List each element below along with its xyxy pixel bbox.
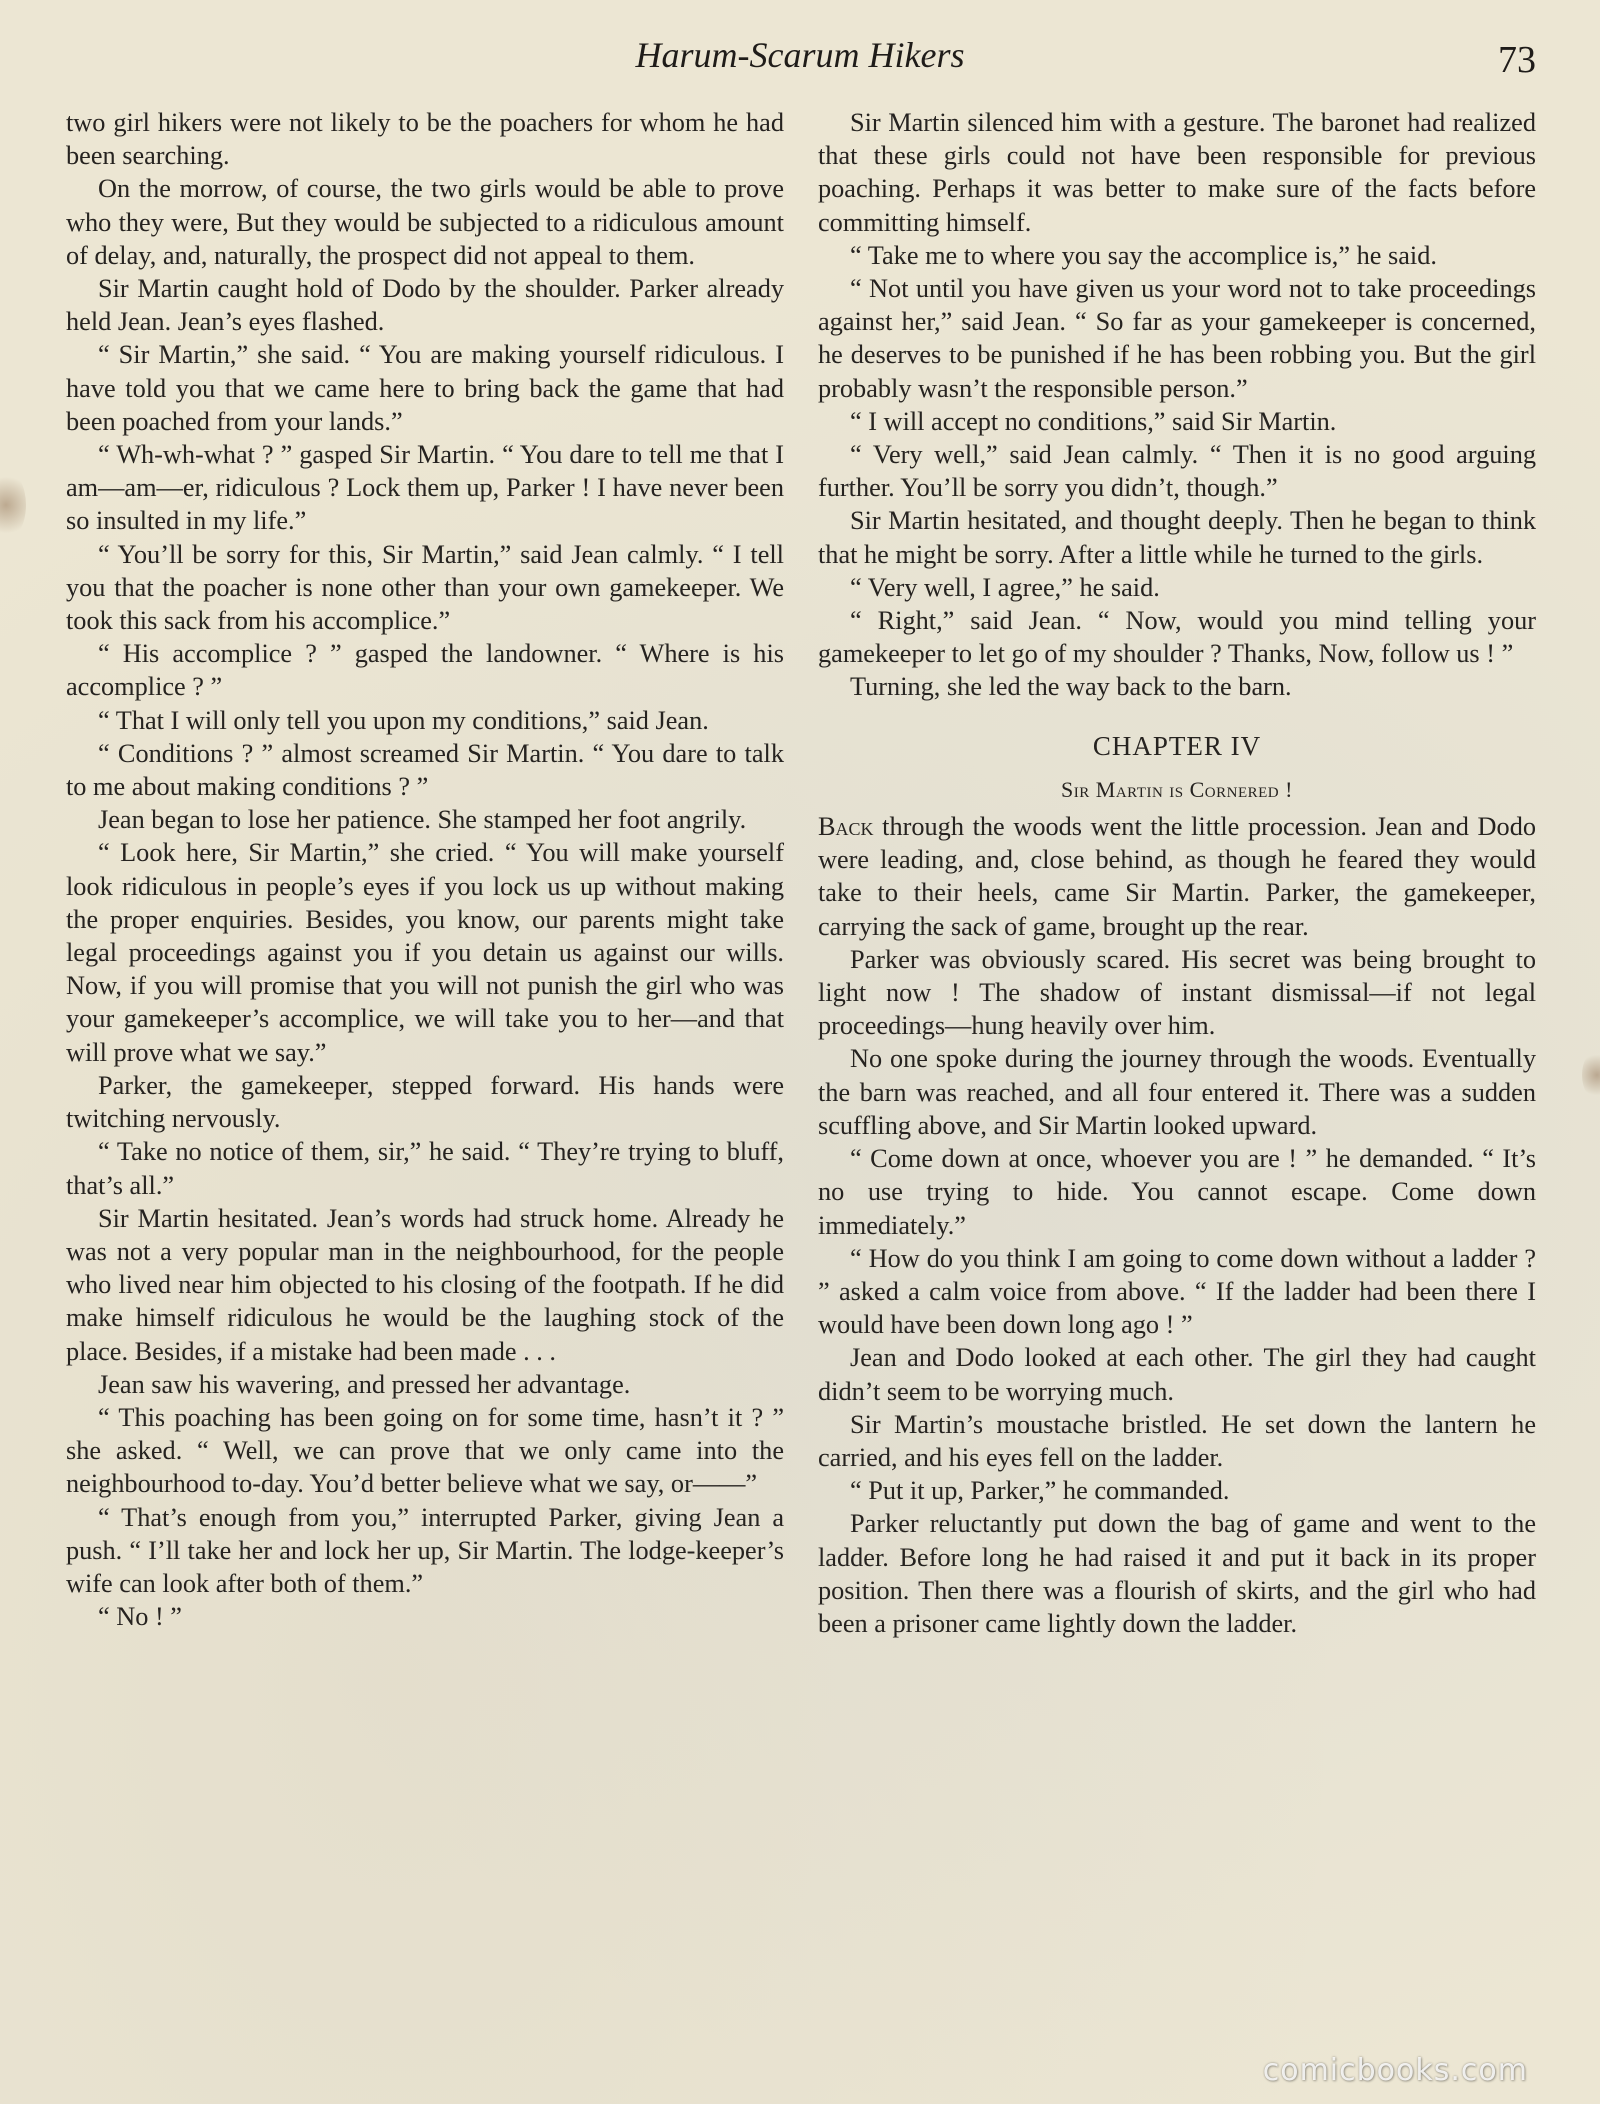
- paragraph: “ How do you think I am going to come down without a ladder ? ” asked a calm voice from above. “ If the ladder had been there I would have been down long ago ! ”: [818, 1243, 1536, 1340]
- chapter-heading: CHAPTER IV: [1092, 730, 1262, 761]
- chapter-opening-lead: Back: [818, 812, 874, 842]
- paragraph: two girl hikers were not likely to be the poachers for whom he had been searching.: [66, 108, 784, 171]
- right-column: [818, 106, 1536, 1640]
- chapter-opening-paragraph: [818, 810, 1536, 943]
- paragraph: “ Wh-wh-what ? ” gasped Sir Martin. “ You dare to tell me that I am—am—er, ridiculous ? Lock them up, Parker ! I have never been so insulted in my life.”: [66, 440, 784, 536]
- paragraph: “ This poaching has been going on for some time, hasn’t it ? ” she asked. “ Well, we can prove that we only came into the neighbourhood to-day. You’d better believe what we say, or——”: [66, 1402, 784, 1499]
- paragraph: No one spoke during the journey through the woods. Eventually the barn was reached, and all four entered it. There was a sudden scuffling above, and Sir Martin looked upward.: [818, 1044, 1536, 1140]
- paragraph: “ Very well, I agree,” he said.: [850, 572, 1160, 602]
- paragraph: “ Right,” said Jean. “ Now, would you mind telling your gamekeeper to let go of my shoulder ? Thanks, Now, follow us ! ”: [818, 606, 1536, 669]
- paragraph: “ That’s enough from you,” interrupted Parker, giving Jean a push. “ I’ll take her and lock her up, Sir Martin. The lodge-keeper’s wife can look after both of them.”: [66, 1502, 784, 1598]
- paragraph: “ Conditions ? ” almost screamed Sir Martin. “ You dare to talk to me about making conditions ? ”: [66, 738, 784, 802]
- paragraph: Parker reluctantly put down the bag of game and went to the ladder. Before long he had raised it and put it back in its proper position. Then there was a flourish of skirts, and the girl who had been a prisoner came lightly down the ladder.: [818, 1509, 1536, 1638]
- chapter-opening-text: through the woods went the little procession. Jean and Dodo were leading, and, close behind, as though he feared they would take to their heels, came Sir Martin. Parker, the gamekeeper, carrying the sack of game, brought up the rear.: [818, 812, 1536, 941]
- chapter-subtitle: Sir Martin is Cornered !: [1061, 776, 1293, 802]
- paragraph: “ Take no notice of them, sir,” he said. “ They’re trying to bluff, that’s all.”: [66, 1137, 784, 1200]
- running-title: Harum-Scarum Hikers: [635, 35, 965, 75]
- paragraph: Jean began to lose her patience. She stamped her foot angrily.: [98, 805, 747, 835]
- paragraph: “ His accomplice ? ” gasped the landowner. “ Where is his accomplice ? ”: [66, 639, 784, 702]
- paragraph: Jean and Dodo looked at each other. The girl they had caught didn’t seem to be worrying much.: [818, 1343, 1536, 1406]
- paragraph: “ You’ll be sorry for this, Sir Martin,” said Jean calmly. “ I tell you that the poacher is none other than your own gamekeeper. We took this sack from his accomplice.”: [66, 539, 784, 636]
- paragraph: “ Come down at once, whoever you are ! ” he demanded. “ It’s no use trying to hide. You cannot escape. Come down immediately.”: [818, 1144, 1536, 1240]
- paragraph: Parker was obviously scared. His secret was being brought to light now ! The shadow of instant dismissal—if not legal proceedings—hung heavily over him.: [818, 944, 1536, 1041]
- page-number: 73: [1498, 39, 1536, 81]
- paragraph: “ I will accept no conditions,” said Sir Martin.: [850, 406, 1337, 436]
- paragraph: “ Sir Martin,” she said. “ You are making yourself ridiculous. I have told you that we came here to bring back the game that had been poached from your lands.”: [66, 340, 784, 436]
- paragraph: Turning, she led the way back to the barn.: [850, 672, 1292, 702]
- paragraph: “ Not until you have given us your word not to take proceedings against her,” said Jean. “ So far as your gamekeeper is concerned, he deserves to be punished if he has been robbing you. But the girl probably wasn’t the responsible person.”: [818, 274, 1536, 403]
- paragraph: “ That I will only tell you upon my conditions,” said Jean.: [98, 705, 709, 735]
- paragraph: Sir Martin silenced him with a gesture. The baronet had realized that these girls could not have been responsible for previous poaching. Perhaps it was better to make sure of the facts before committing himself.: [818, 108, 1536, 237]
- paper-stain: [1582, 1050, 1600, 1100]
- paragraph: Parker, the gamekeeper, stepped forward. His hands were twitching nervously.: [66, 1070, 784, 1134]
- paragraph: “ Take me to where you say the accomplice is,” he said.: [850, 240, 1437, 270]
- paragraph: Sir Martin caught hold of Dodo by the shoulder. Parker already held Jean. Jean’s eyes flashed.: [66, 274, 784, 337]
- paragraph: “ Look here, Sir Martin,” she cried. “ You will make yourself look ridiculous in people’s eyes if you lock us up without making the proper enquiries. Besides, you know, our parents might take legal proceedings against you if you detain us against our wills. Now, if you will promise that you will not punish the girl who was your gamekeeper’s accomplice, we will take you to her—and that will prove what we say.”: [66, 838, 784, 1067]
- site-watermark: comicbooks.com: [1262, 2053, 1528, 2088]
- paragraph: Sir Martin hesitated, and thought deeply. Then he began to think that he might be sorry. After a little while he turned to the girls.: [818, 506, 1536, 569]
- paragraph: “ Put it up, Parker,” he commanded.: [850, 1476, 1230, 1506]
- paragraph: Sir Martin hesitated. Jean’s words had struck home. Already he was not a very popular man in the neighbourhood, for the people who lived near him objected to his closing of the footpath. If he did make himself ridiculous he would be the laughing stock of the place. Besides, if a mistake had been made . . .: [66, 1203, 784, 1366]
- paper-stain: [0, 470, 26, 540]
- paragraph: “ Very well,” said Jean calmly. “ Then it is no good arguing further. You’ll be sorry you didn’t, though.”: [818, 440, 1536, 503]
- paragraph: Sir Martin’s moustache bristled. He set down the lantern he carried, and his eyes fell on the ladder.: [818, 1409, 1536, 1472]
- paragraph: Jean saw his wavering, and pressed her advantage.: [98, 1369, 631, 1399]
- paragraph: “ No ! ”: [98, 1602, 182, 1632]
- left-column: [66, 106, 784, 1633]
- paragraph: On the morrow, of course, the two girls would be able to prove who they were, But they would be subjected to a ridiculous amount of delay, and, naturally, the prospect did not appeal to them.: [66, 174, 784, 270]
